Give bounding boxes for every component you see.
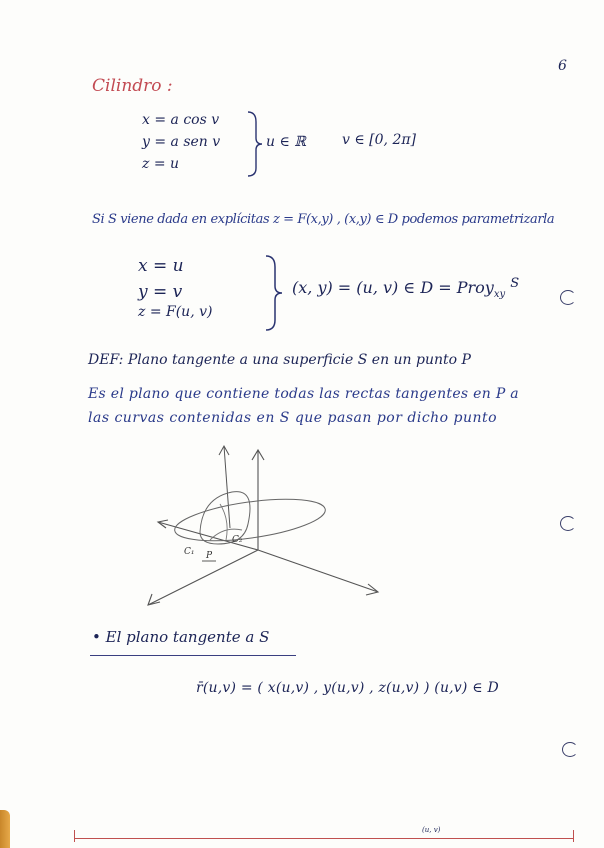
proj-set: S	[510, 276, 520, 291]
cylinder-brace	[244, 110, 266, 178]
explicit-eq-z: z = F(u, v)	[138, 304, 213, 320]
section-title: Cilindro :	[92, 76, 173, 96]
label-p: P	[206, 551, 213, 561]
label-c1: C₁	[184, 547, 195, 557]
axis-left	[148, 550, 258, 605]
tangent-plane	[172, 492, 328, 549]
explicit-brace	[262, 254, 286, 332]
cylinder-eq-x: x = a cos v	[142, 112, 220, 128]
explicit-intro: Si S viene dada en explícitas z = F(x,y) , (x,y) ∈ D podemos parametrizarla	[92, 212, 555, 227]
hole-punch-1	[560, 290, 576, 305]
tangent-section-heading: • El plano tangente a S	[92, 628, 270, 646]
definition-line-1: DEF: Plano tangente a una superficie S en un punto P	[88, 352, 471, 368]
tangent-formula: r̄(u,v) = ( x(u,v) , y(u,v) , z(u,v) ) (u,v) ∈ D	[196, 680, 499, 696]
heading-underline	[90, 655, 296, 656]
relation-text: (x, y) = (u, v) ∈ D = Proy	[292, 278, 494, 297]
footer-text: (u, v)	[422, 826, 441, 834]
bottom-line-right-tick	[573, 830, 574, 842]
explicit-eq-x: x = u	[138, 256, 184, 276]
hole-punch-3	[562, 742, 578, 757]
bottom-line-left-tick	[74, 830, 75, 842]
cylinder-domain-v: v ∈ [0, 2π]	[342, 132, 417, 148]
cylinder-eq-z: z = u	[142, 156, 180, 172]
page-marker: 6	[558, 58, 567, 74]
curve-on-surface-2	[220, 504, 227, 540]
definition-line-3: las curvas contenidas en S que pasan por dicho punto	[88, 410, 498, 426]
page-bottom-line	[74, 838, 574, 839]
axis-right	[258, 550, 378, 592]
definition-line-2: Es el plano que contiene todas las rectas tangentes en P a	[88, 386, 519, 402]
cylinder-domain-u: u ∈ ℝ	[266, 134, 306, 150]
proj-subscript: xy	[493, 289, 506, 301]
cylinder-eq-y: y = a sen v	[142, 134, 221, 150]
label-c2: C₂	[232, 535, 243, 545]
axis-back	[158, 522, 258, 550]
tangent-plane-diagram	[140, 440, 400, 620]
page-edge-stain	[0, 810, 10, 848]
hole-punch-2	[560, 516, 576, 531]
explicit-eq-y: y = v	[138, 282, 183, 302]
explicit-relation	[292, 276, 519, 300]
